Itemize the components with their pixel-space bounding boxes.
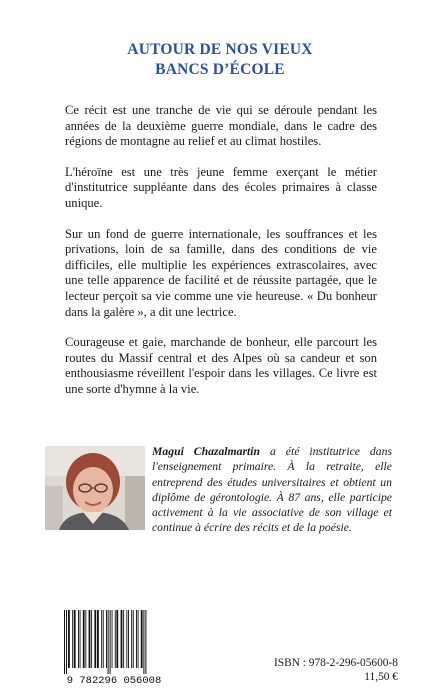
barcode-bar xyxy=(106,610,107,668)
price: 11,50 € xyxy=(364,671,398,683)
barcode-bar xyxy=(64,610,65,674)
barcode-bar xyxy=(91,610,92,668)
barcode-bar xyxy=(141,610,143,668)
barcode-bar xyxy=(143,610,144,674)
barcode-bar xyxy=(83,610,85,668)
summary-paragraph-3: Sur un fond de guerre internationale, les souffrances et les privations, loin de sa famille, dans des conditions de vie difficiles, elle multiplie les expériences extrascolaires, avec une telle apparence de facilité et de réussite partagée, que le lecteur perçoit sa vie comme une vie heureuse. « Du bonheur dans la galère », a dit une lectrice. xyxy=(65,226,377,319)
author-bio xyxy=(152,444,392,536)
barcode-bar xyxy=(133,610,134,668)
barcode-bar xyxy=(121,610,123,668)
book-title xyxy=(0,40,440,80)
barcode-bar xyxy=(94,610,96,668)
barcode-bar xyxy=(128,610,129,668)
author-name: Magui Chazalmartin xyxy=(152,445,261,458)
barcode-bar xyxy=(136,610,137,668)
barcode-bar xyxy=(103,610,104,668)
summary-paragraph-1: Ce récit est une tranche de vie qui se déroule pendant les années de la deuxième guerre mondiale, dans le cadre des régions de montagne au relief et au climat hostiles. xyxy=(65,103,377,149)
barcode-bar xyxy=(115,610,116,668)
isbn-number: ISBN : 978-2-296-05600-8 xyxy=(273,657,398,669)
barcode-bar xyxy=(85,610,86,668)
summary-text xyxy=(65,103,377,413)
barcode-bar xyxy=(126,610,127,668)
barcode-bar xyxy=(66,610,67,674)
author-bio-text: a été institutrice dans l'enseignement primaire. À la retraite, elle entreprend des études universitaires et obtient un diplôme de gérontologie. À 87 ans, elle participe activement à la vie associative de son village et continue à écrire des récits et de la poésie. xyxy=(152,445,392,535)
barcode-bar xyxy=(145,610,146,674)
barcode-digits: 9 782296 056008 xyxy=(66,675,162,686)
barcode-bar xyxy=(68,610,70,668)
barcode-bar xyxy=(116,610,118,668)
barcode-bar xyxy=(123,610,124,668)
barcode-bar xyxy=(112,610,113,668)
author-photo xyxy=(45,446,145,530)
book-title-line-1: AUTOUR DE NOS VIEUX xyxy=(127,41,313,58)
book-title-line-2: BANCS D’ÉCOLE xyxy=(155,61,285,78)
barcode-bar xyxy=(78,610,79,668)
summary-paragraph-2: L'héroïne est une très jeune femme exerçant le métier d'institutrice suppléante dans des écoles primaires à classe unique. xyxy=(65,164,377,210)
barcode-bar xyxy=(101,610,102,668)
barcode-bar xyxy=(131,610,132,668)
barcode-bar xyxy=(72,610,73,668)
barcode-bar xyxy=(110,610,111,674)
barcode-bar xyxy=(89,610,91,668)
barcode-bar xyxy=(138,610,139,668)
barcode-bar xyxy=(74,610,76,668)
barcode-bar xyxy=(108,610,109,674)
barcode-bar xyxy=(80,610,81,668)
barcode-bars xyxy=(64,610,146,674)
summary-paragraph-4: Courageuse et gaie, marchande de bonheur, elle parcourt les routes du Massif central et des Alpes où sa candeur et son enthousiasme réveillent l'espoir dans les villages. Ce livre est une sorte d'hymne à la vie. xyxy=(65,335,377,396)
barcode xyxy=(55,608,173,686)
author-portrait-icon xyxy=(45,446,145,530)
barcode-bar xyxy=(97,610,99,668)
isbn-block xyxy=(274,656,398,684)
